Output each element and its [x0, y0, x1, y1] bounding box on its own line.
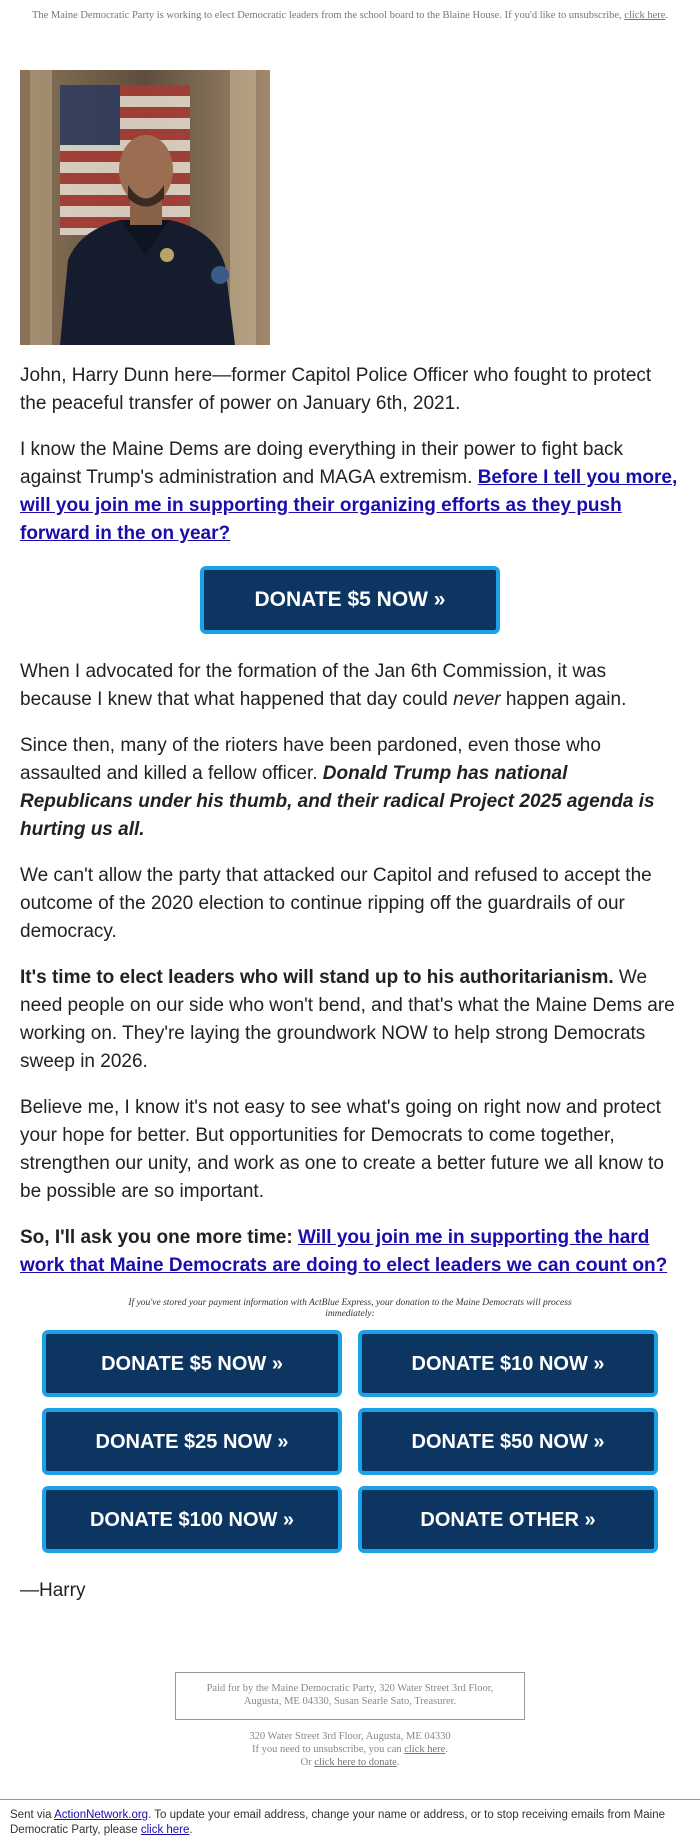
donate-10-button[interactable]: DONATE $10 NOW »	[358, 1330, 658, 1397]
donate-50-button[interactable]: DONATE $50 NOW »	[358, 1408, 658, 1475]
intro-paragraph: John, Harry Dunn here—former Capitol Police Officer who fought to protect the peaceful transfer of power on January 6th, 2021.	[20, 365, 652, 414]
main-donate-wrap	[20, 566, 680, 634]
footer-unsubscribe-link[interactable]: click here	[404, 1744, 446, 1755]
unsubscribe-link[interactable]: click here	[624, 10, 666, 21]
paragraph-commission: When I advocated for the formation of the Jan 6th Commission, it was because I knew that what happened that day could never happen again.	[20, 661, 627, 710]
header-notice-text: The Maine Democratic Party is working to elect Democratic leaders from the school board to the Blaine House. If you'd like to unsubscribe,	[31, 10, 622, 21]
footer-donate: Or click here to donate.	[300, 1757, 400, 1768]
update-preferences-link[interactable]: click here	[140, 1824, 190, 1836]
footer	[0, 1730, 700, 1769]
donate-button-grid	[20, 1330, 680, 1553]
footer-donate-link[interactable]: click here to donate	[314, 1757, 397, 1768]
donate-100-button[interactable]: DONATE $100 NOW »	[42, 1486, 342, 1553]
donate-5-main-button[interactable]: DONATE $5 NOW »	[200, 566, 500, 634]
sent-via-notice: Sent via ActionNetwork.org. To update your email address, change your name or address, or to stop receiving emails from Maine Democratic Party, please click here.	[10, 1809, 666, 1836]
paid-for-disclaimer: Paid for by the Maine Democratic Party, 320 Water Street 3rd Floor, Augusta, ME 04330, Susan Searle Sato, Treasurer.	[175, 1672, 525, 1720]
paragraph-elect-leaders: It's time to elect leaders who will stand up to his authoritarianism. We need people on our side who won't bend, and that's what the Maine Dems are working on. They're laying the groundwork NOW to help strong Democrats sweep in 2026.	[20, 967, 675, 1072]
donate-25-button[interactable]: DONATE $25 NOW »	[42, 1408, 342, 1475]
paragraph-ask-again: So, I'll ask you one more time: Will you join me in supporting the hard work that Maine Democrats are doing to elect leaders we can count on?	[20, 1227, 668, 1276]
portrait-image	[20, 70, 270, 345]
paragraph-guardrails: We can't allow the party that attacked our Capitol and refused to accept the outcome of the 2020 election to continue ripping off the guardrails of our democracy.	[20, 865, 652, 942]
actblue-fineprint: If you've stored your payment information with ActBlue Express, your donation to the Maine Democrats will process immediately:	[128, 1298, 572, 1319]
footer-address: 320 Water Street 3rd Floor, Augusta, ME 04330	[249, 1731, 451, 1742]
support-organizing-link[interactable]: Before I tell you more, will you join me in supporting their organizing efforts as they push forward in the on year?	[20, 467, 678, 544]
signoff: —Harry	[20, 1580, 86, 1601]
email-body	[20, 362, 680, 1623]
donate-5-button[interactable]: DONATE $5 NOW »	[42, 1330, 342, 1397]
harry-dunn-photo	[20, 70, 270, 345]
paragraph-pardons: Since then, many of the rioters have been pardoned, even those who assaulted and killed a fellow officer. Donald Trump has national Republicans under his thumb, and their radical Project 2025 agenda is hurting us all.	[20, 735, 655, 840]
footer-divider	[0, 1799, 700, 1800]
paragraph-maine-dems: I know the Maine Dems are doing everything in their power to fight back against Trump's administration and MAGA extremism. Before I tell you more, will you join me in supporting their organizing efforts as they push forward in the on year?	[20, 439, 678, 544]
paragraph-believe-me: Believe me, I know it's not easy to see what's going on right now and protect your hope for better. But opportunities for Democrats to come together, strengthen our unity, and work as one to create a better future we all know to be possible are so important.	[20, 1097, 664, 1202]
footer-unsubscribe: If you need to unsubscribe, you can click here.	[252, 1744, 448, 1755]
support-hard-work-link[interactable]: Will you join me in supporting the hard work that Maine Democrats are doing to elect leaders we can count on?	[20, 1227, 668, 1276]
donate-other-button[interactable]: DONATE OTHER »	[358, 1486, 658, 1553]
header-notice: The Maine Democratic Party is working to elect Democratic leaders from the school board to the Blaine House. If you'd like to unsubscribe, click here.	[31, 10, 669, 21]
actionnetwork-link[interactable]: ActionNetwork.org	[54, 1809, 149, 1821]
